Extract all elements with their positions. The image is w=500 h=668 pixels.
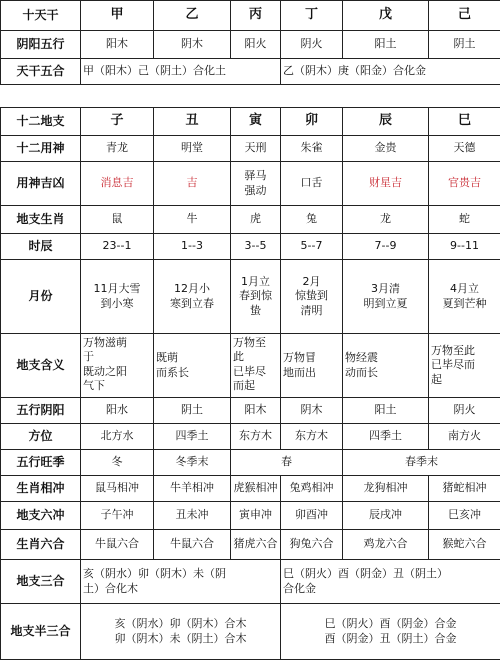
hanyi-cell[interactable]: 既萌 而系长 [154, 334, 231, 398]
sanhe-cell[interactable]: 巳（阴火）酉（阴金）丑（阴土） 合化金 [281, 560, 500, 604]
yinyang-cell[interactable]: 阳土 [343, 31, 429, 59]
sanhe-cell[interactable]: 亥（阴水）卯（阴木）未（阴 土）合化木 [81, 560, 281, 604]
shengxiao-cell[interactable]: 龙 [343, 206, 429, 234]
hanyi-cell[interactable]: 万物至此 已毕尽而 起 [429, 334, 500, 398]
shengxiao-cell[interactable]: 蛇 [429, 206, 500, 234]
shen-cell[interactable]: 明堂 [154, 136, 231, 162]
hanyi-label: 地支含义 [1, 334, 81, 398]
jixiong-cell[interactable]: 口舌 [281, 162, 343, 206]
shen-cell[interactable]: 朱雀 [281, 136, 343, 162]
stem-cell[interactable]: 丁 [281, 1, 343, 31]
hanyi-cell[interactable]: 万物冒 地而出 [281, 334, 343, 398]
banhe-cell[interactable]: 亥（阴水）卯（阴木）合木 卯（阴木）未（阴土）合木 [81, 604, 281, 660]
jixiong-cell[interactable]: 消息吉 [81, 162, 154, 206]
hanyi-cell[interactable]: 物经震 动而长 [343, 334, 429, 398]
shichen-cell[interactable]: 1--3 [154, 234, 231, 260]
wuxing-cell[interactable]: 阴木 [281, 398, 343, 424]
wangji-cell[interactable]: 冬 [81, 450, 154, 476]
banhe-cell[interactable]: 巳（阴火）酉（阴金）合金 酉（阴金）丑（阴土）合金 [281, 604, 500, 660]
shen-cell[interactable]: 金贵 [343, 136, 429, 162]
hanyi-cell[interactable]: 万物至 此 已毕尽 而起 [231, 334, 281, 398]
xiangchong-cell[interactable]: 猪蛇相冲 [429, 476, 500, 502]
liuhe-cell[interactable]: 鸡龙六合 [343, 530, 429, 560]
liuchong-cell[interactable]: 丑未冲 [154, 502, 231, 530]
shichen-cell[interactable]: 3--5 [231, 234, 281, 260]
yuefen-cell[interactable]: 3月清 明到立夏 [343, 260, 429, 334]
xiangchong-label: 生肖相冲 [1, 476, 81, 502]
jixiong-cell[interactable]: 财星吉 [343, 162, 429, 206]
liuchong-cell[interactable]: 辰戌冲 [343, 502, 429, 530]
branch-cell[interactable]: 子 [81, 108, 154, 136]
liuchong-label: 地支六冲 [1, 502, 81, 530]
shichen-cell[interactable]: 9--11 [429, 234, 500, 260]
jixiong-label: 用神吉凶 [1, 162, 81, 206]
xiangchong-cell[interactable]: 兔鸡相冲 [281, 476, 343, 502]
branch-cell[interactable]: 卯 [281, 108, 343, 136]
yuefen-cell[interactable]: 12月小 寒到立春 [154, 260, 231, 334]
stem-cell[interactable]: 甲 [81, 1, 154, 31]
dizhi-label: 十二地支 [1, 108, 81, 136]
fangwei-cell[interactable]: 四季土 [343, 424, 429, 450]
jixiong-cell[interactable]: 驿马 强动 [231, 162, 281, 206]
tiangan-label: 十天干 [1, 1, 81, 31]
liuchong-cell[interactable]: 子午冲 [81, 502, 154, 530]
wuxing-cell[interactable]: 阴土 [154, 398, 231, 424]
yinyang-cell[interactable]: 阳火 [231, 31, 281, 59]
yuefen-cell[interactable]: 2月 惊蛰到 清明 [281, 260, 343, 334]
xiangchong-cell[interactable]: 牛羊相冲 [154, 476, 231, 502]
shengxiao-cell[interactable]: 鼠 [81, 206, 154, 234]
jixiong-cell[interactable]: 官贵吉 [429, 162, 500, 206]
dizhi-table [0, 107, 500, 660]
shengxiao-cell[interactable]: 虎 [231, 206, 281, 234]
liuchong-cell[interactable]: 巳亥冲 [429, 502, 500, 530]
wuxing-cell[interactable]: 阳木 [231, 398, 281, 424]
stem-cell[interactable]: 丙 [231, 1, 281, 31]
fangwei-cell[interactable]: 四季土 [154, 424, 231, 450]
sanhe-label: 地支三合 [1, 560, 81, 604]
tiangan-table [0, 0, 500, 85]
shengxiao-label: 地支生肖 [1, 206, 81, 234]
wuxing-cell[interactable]: 阴火 [429, 398, 500, 424]
fangwei-cell[interactable]: 东方木 [231, 424, 281, 450]
branch-cell[interactable]: 辰 [343, 108, 429, 136]
branch-cell[interactable]: 巳 [429, 108, 500, 136]
liuchong-cell[interactable]: 寅申冲 [231, 502, 281, 530]
liuchong-cell[interactable]: 卯酉冲 [281, 502, 343, 530]
shengxiao-cell[interactable]: 牛 [154, 206, 231, 234]
liuhe-cell[interactable]: 牛鼠六合 [81, 530, 154, 560]
stem-cell[interactable]: 乙 [154, 1, 231, 31]
yuefen-cell[interactable]: 1月立 春到惊 蛰 [231, 260, 281, 334]
wangji-cell[interactable]: 春季末 [343, 450, 500, 476]
liuhe-cell[interactable]: 牛鼠六合 [154, 530, 231, 560]
liuhe-cell[interactable]: 狗兔六合 [281, 530, 343, 560]
yinyang-cell[interactable]: 阴木 [154, 31, 231, 59]
branch-cell[interactable]: 丑 [154, 108, 231, 136]
shen-cell[interactable]: 青龙 [81, 136, 154, 162]
liuhe-cell[interactable]: 猪虎六合 [231, 530, 281, 560]
shen-cell[interactable]: 天德 [429, 136, 500, 162]
stem-cell[interactable]: 己 [429, 1, 500, 31]
stem-cell[interactable]: 戊 [343, 1, 429, 31]
hanyi-cell[interactable]: 万物滋萌 于 既动之阳 气下 [81, 334, 154, 398]
wangji-label: 五行旺季 [1, 450, 81, 476]
fangwei-cell[interactable]: 南方火 [429, 424, 500, 450]
fangwei-label: 方位 [1, 424, 81, 450]
shichen-cell[interactable]: 5--7 [281, 234, 343, 260]
shengxiao-cell[interactable]: 兔 [281, 206, 343, 234]
yinyang-label: 阴阳五行 [1, 31, 81, 59]
xiangchong-cell[interactable]: 龙狗相冲 [343, 476, 429, 502]
yuefen-label: 月份 [1, 260, 81, 334]
shichen-cell[interactable]: 7--9 [343, 234, 429, 260]
shichen-label: 时辰 [1, 234, 81, 260]
shen-cell[interactable]: 天刑 [231, 136, 281, 162]
wuhe-cell[interactable]: 乙（阴木）庚（阳金）合化金 [281, 59, 500, 85]
wuxing-cell[interactable]: 阳水 [81, 398, 154, 424]
wuhe-label: 天干五合 [1, 59, 81, 85]
fangwei-cell[interactable]: 北方水 [81, 424, 154, 450]
yuefen-cell[interactable]: 4月立 夏到芒种 [429, 260, 500, 334]
yuefen-cell[interactable]: 11月大雪 到小寒 [81, 260, 154, 334]
jixiong-cell[interactable]: 吉 [154, 162, 231, 206]
xiangchong-cell[interactable]: 虎猴相冲 [231, 476, 281, 502]
yinyang-cell[interactable]: 阴火 [281, 31, 343, 59]
banhe-label: 地支半三合 [1, 604, 81, 660]
yinyang-cell[interactable]: 阳木 [81, 31, 154, 59]
wuxing-cell[interactable]: 阳土 [343, 398, 429, 424]
wuxing-label: 五行阴阳 [1, 398, 81, 424]
wangji-cell[interactable]: 冬季末 [154, 450, 231, 476]
liuhe-cell[interactable]: 猴蛇六合 [429, 530, 500, 560]
xiangchong-cell[interactable]: 鼠马相冲 [81, 476, 154, 502]
yinyang-cell[interactable]: 阴土 [429, 31, 500, 59]
branch-cell[interactable]: 寅 [231, 108, 281, 136]
shen-label: 十二用神 [1, 136, 81, 162]
fangwei-cell[interactable]: 东方木 [281, 424, 343, 450]
wangji-cell[interactable]: 春 [231, 450, 343, 476]
shichen-cell[interactable]: 23--1 [81, 234, 154, 260]
liuhe-label: 生肖六合 [1, 530, 81, 560]
wuhe-cell[interactable]: 甲（阳木）己（阴土）合化土 [81, 59, 281, 85]
